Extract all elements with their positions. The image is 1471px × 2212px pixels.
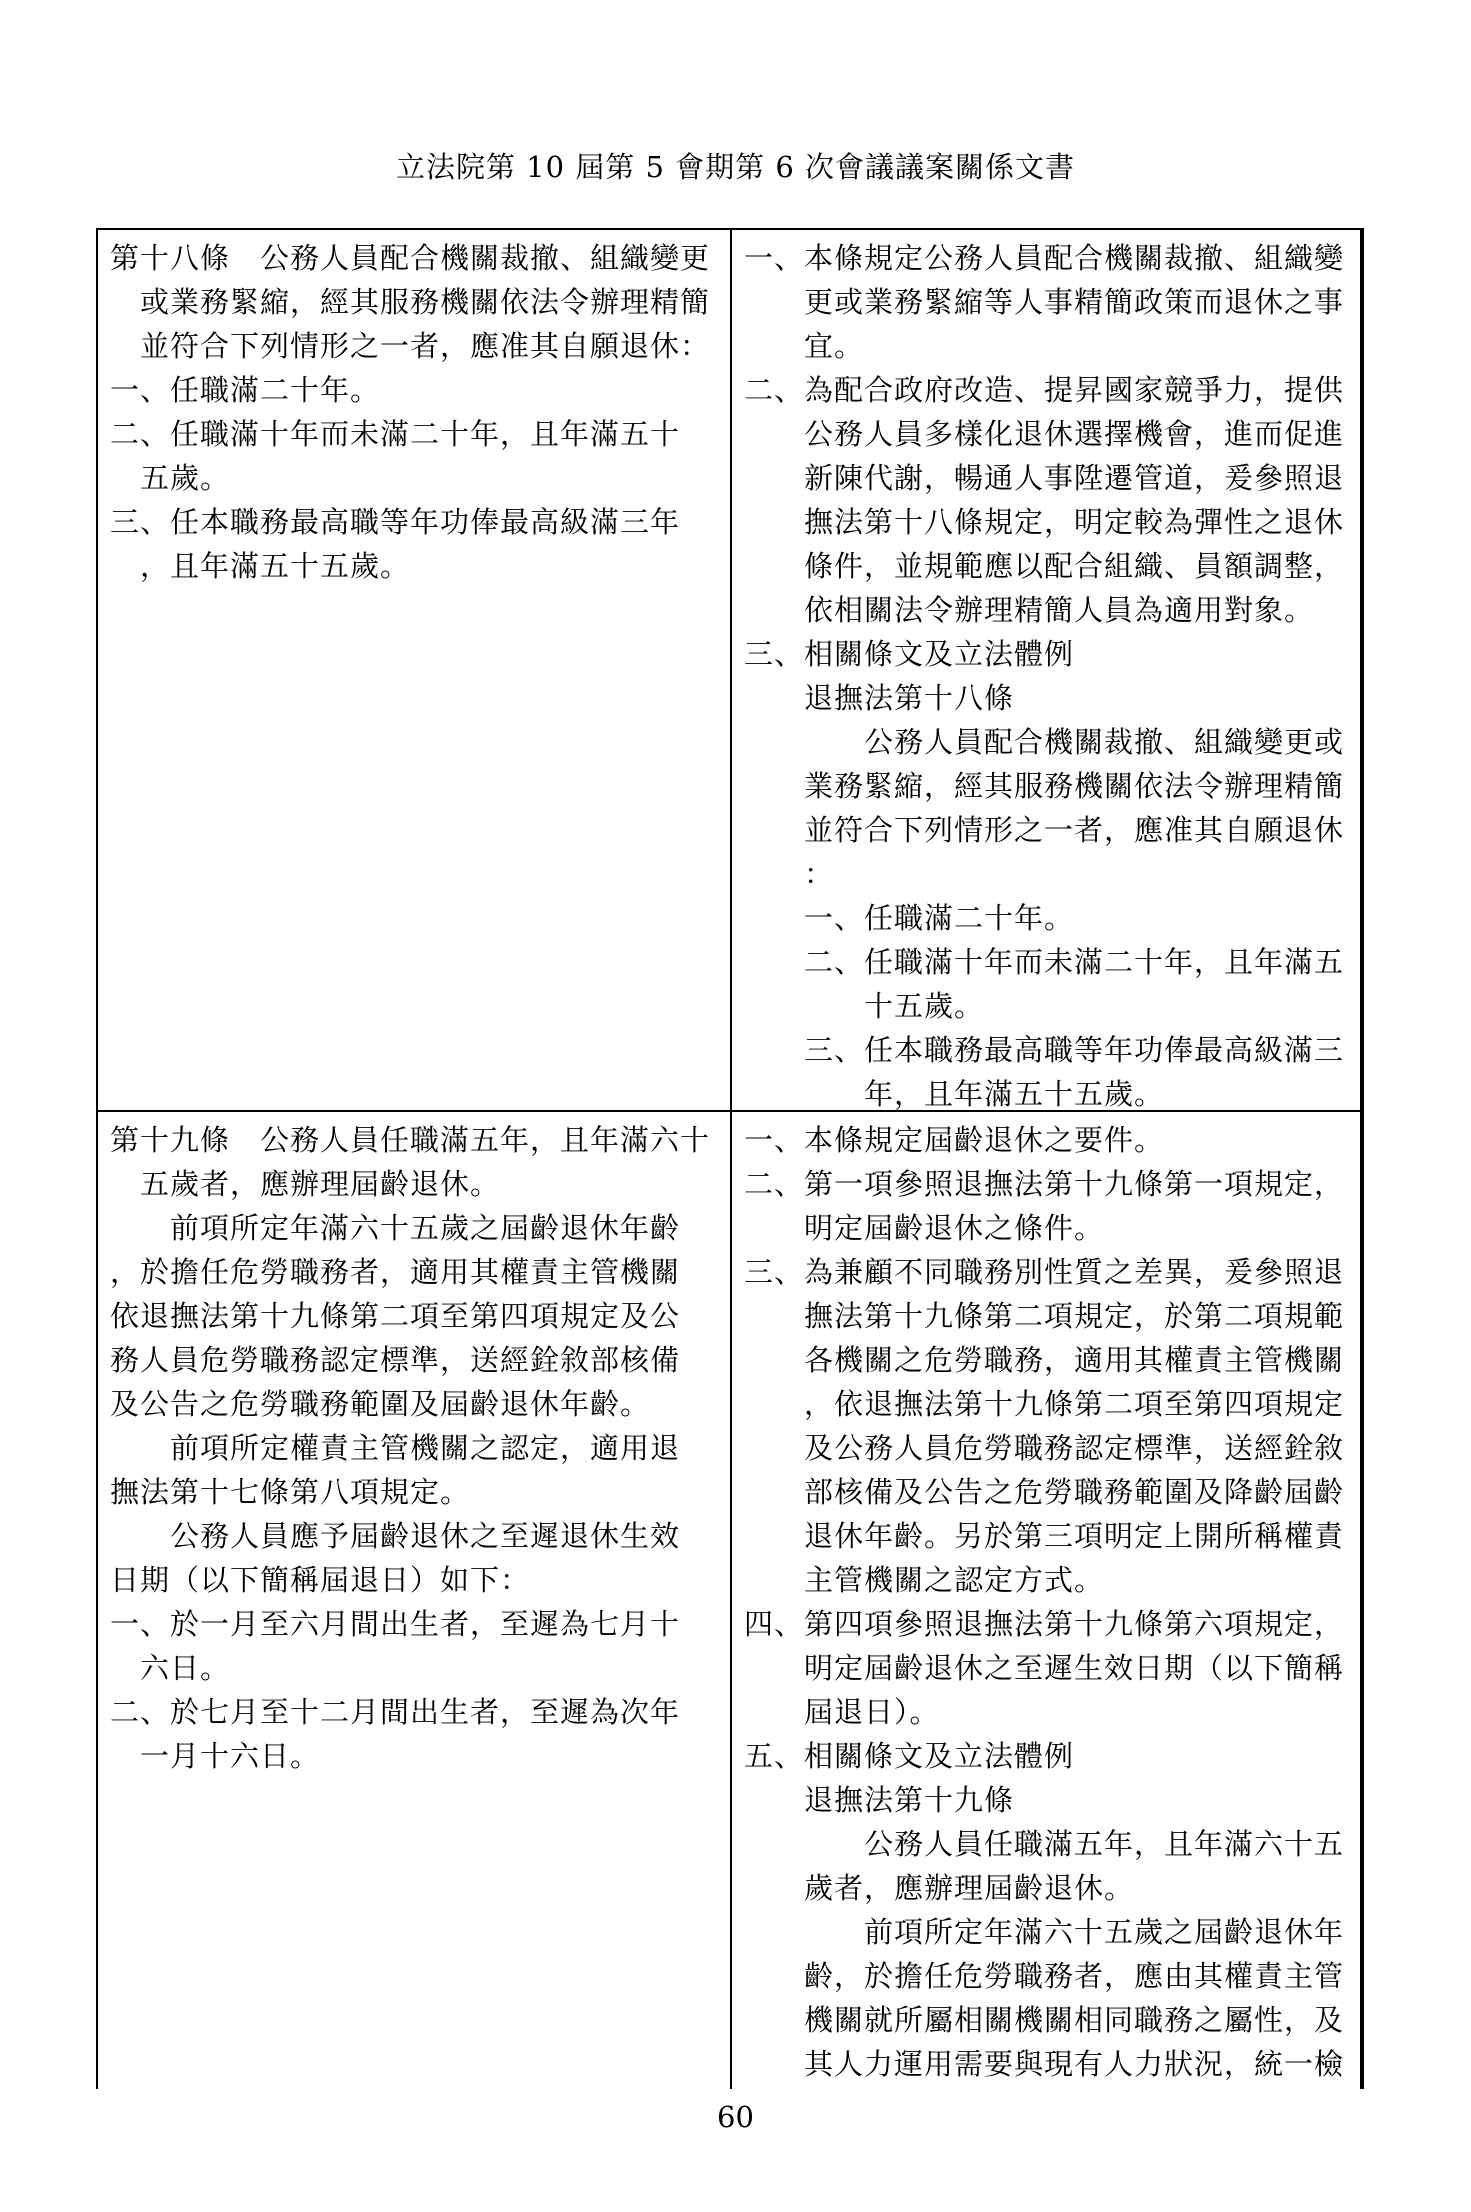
text-line: ： — [804, 857, 835, 891]
text-line: 或業務緊縮，經其服務機關依法令辦理精簡 — [140, 285, 711, 319]
text-line: 年，且年滿五十五歲。 — [864, 1077, 1165, 1111]
text-line: 三、任本職務最高職等年功俸最高級滿三年 — [110, 505, 681, 539]
text-line: 第十九條 公務人員任職滿五年，且年滿六十 — [110, 1123, 711, 1157]
text-line: 三、相關條文及立法體例 — [744, 637, 1075, 671]
text-line: 撫法第十九條第二項規定，於第二項規範 — [804, 1299, 1345, 1333]
text-line: 公務人員應予屆齡退休之至遲退休生效 — [170, 1519, 681, 1553]
text-line: 務人員危勞職務認定標準，送經銓敘部核備 — [110, 1343, 681, 1377]
document-header: 立法院第 10 屆第 5 會期第 6 次會議議案關係文書 — [395, 150, 1076, 184]
text-line: 一、於一月至六月間出生者，至遲為七月十 — [110, 1607, 681, 1641]
text-line: 退撫法第十九條 — [804, 1783, 1015, 1817]
text-line: 一、任職滿二十年。 — [110, 373, 381, 407]
text-line: 二、任職滿十年而未滿二十年，且年滿五十 — [110, 417, 681, 451]
text-line: 業務緊縮，經其服務機關依法令辦理精簡 — [804, 769, 1345, 803]
text-line: 二、於七月至十二月間出生者，至遲為次年 — [110, 1695, 681, 1729]
text-line: 主管機關之認定方式。 — [804, 1563, 1105, 1597]
text-line: 歲者，應辦理屆齡退休。 — [804, 1871, 1135, 1905]
text-line: 並符合下列情形之一者，應准其自願退休 — [804, 813, 1345, 847]
text-line: 一、任職滿二十年。 — [804, 901, 1075, 935]
text-line: 四、第四項參照退撫法第十九條第六項規定， — [744, 1607, 1345, 1641]
text-line: 退撫法第十八條 — [804, 681, 1015, 715]
text-line: 前項所定權責主管機關之認定，適用退 — [170, 1431, 681, 1465]
text-line: 公務人員多樣化退休選擇機會，進而促進 — [804, 417, 1345, 451]
text-line: 撫法第十七條第八項規定。 — [110, 1475, 471, 1509]
text-line: 一、本條規定公務人員配合機關裁撤、組織變 — [744, 241, 1345, 275]
article-18-explanation — [744, 236, 1350, 1116]
text-line: 齡，於擔任危勞職務者，應由其權責主管 — [804, 1959, 1345, 1993]
text-line: 屆退日）。 — [804, 1695, 940, 1729]
text-line: 一月十六日。 — [140, 1739, 321, 1773]
text-line: 三、為兼顧不同職務別性質之差異，爰參照退 — [744, 1255, 1345, 1289]
text-line: 機關就所屬相關機關相同職務之屬性，及 — [804, 2003, 1345, 2037]
text-line: 並符合下列情形之一者，應准其自願退休： — [140, 329, 711, 363]
text-line: 二、為配合政府改造、提昇國家競爭力，提供 — [744, 373, 1345, 407]
text-line: 撫法第十八條規定，明定較為彈性之退休 — [804, 505, 1345, 539]
text-line: 二、任職滿十年而未滿二十年，且年滿五 — [804, 945, 1345, 979]
text-line: 新陳代謝，暢通人事陞遷管道，爰參照退 — [804, 461, 1345, 495]
text-line: 公務人員配合機關裁撤、組織變更或 — [864, 725, 1345, 759]
text-line: 各機關之危勞職務，適用其權責主管機關 — [804, 1343, 1345, 1377]
text-line: ，依退撫法第十九條第二項至第四項規定 — [804, 1387, 1345, 1421]
article-18-text — [110, 236, 716, 588]
text-line: 明定屆齡退休之至遲生效日期（以下簡稱 — [804, 1651, 1345, 1685]
text-line: 前項所定年滿六十五歲之屆齡退休年齡 — [170, 1211, 681, 1245]
column-divider — [730, 228, 732, 2089]
article-19-text — [110, 1118, 716, 1778]
text-line: 更或業務緊縮等人事精簡政策而退休之事 — [804, 285, 1345, 319]
article-19-explanation — [744, 1118, 1350, 2086]
text-line: 二、第一項參照退撫法第十九條第一項規定， — [744, 1167, 1345, 1201]
text-line: ，於擔任危勞職務者，適用其權責主管機關 — [110, 1255, 681, 1289]
text-line: 五歲。 — [140, 461, 231, 495]
text-line: 宜。 — [804, 329, 865, 363]
text-line: 公務人員任職滿五年，且年滿六十五 — [864, 1827, 1345, 1861]
text-line: 五、相關條文及立法體例 — [744, 1739, 1075, 1773]
text-line: 及公告之危勞職務範圍及屆齡退休年齡。 — [110, 1387, 651, 1421]
text-line: 十五歲。 — [864, 989, 985, 1023]
text-line: 依退撫法第十九條第二項至第四項規定及公 — [110, 1299, 681, 1333]
text-line: 部核備及公告之危勞職務範圍及降齡屆齡 — [804, 1475, 1345, 1509]
text-line: 明定屆齡退休之條件。 — [804, 1211, 1105, 1245]
text-line: 一、本條規定屆齡退休之要件。 — [744, 1123, 1165, 1157]
text-line: 三、任本職務最高職等年功俸最高級滿三 — [804, 1033, 1345, 1067]
text-line: 依相關法令辦理精簡人員為適用對象。 — [804, 593, 1315, 627]
text-line: ，且年滿五十五歲。 — [140, 549, 411, 583]
text-line: 六日。 — [140, 1651, 231, 1685]
page-number: 60 — [717, 2100, 754, 2134]
text-line: 第十八條 公務人員配合機關裁撤、組織變更 — [110, 241, 711, 275]
text-line: 其人力運用需要與現有人力狀況，統一檢 — [804, 2047, 1345, 2081]
text-line: 五歲者，應辦理屆齡退休。 — [140, 1167, 501, 1201]
text-line: 條件，並規範應以配合組織、員額調整， — [804, 549, 1345, 583]
text-line: 退休年齡。另於第三項明定上開所稱權責 — [804, 1519, 1345, 1553]
text-line: 及公務人員危勞職務認定標準，送經銓敘 — [804, 1431, 1345, 1465]
text-line: 日期（以下簡稱屆退日）如下： — [110, 1563, 531, 1597]
text-line: 前項所定年滿六十五歲之屆齡退休年 — [864, 1915, 1345, 1949]
